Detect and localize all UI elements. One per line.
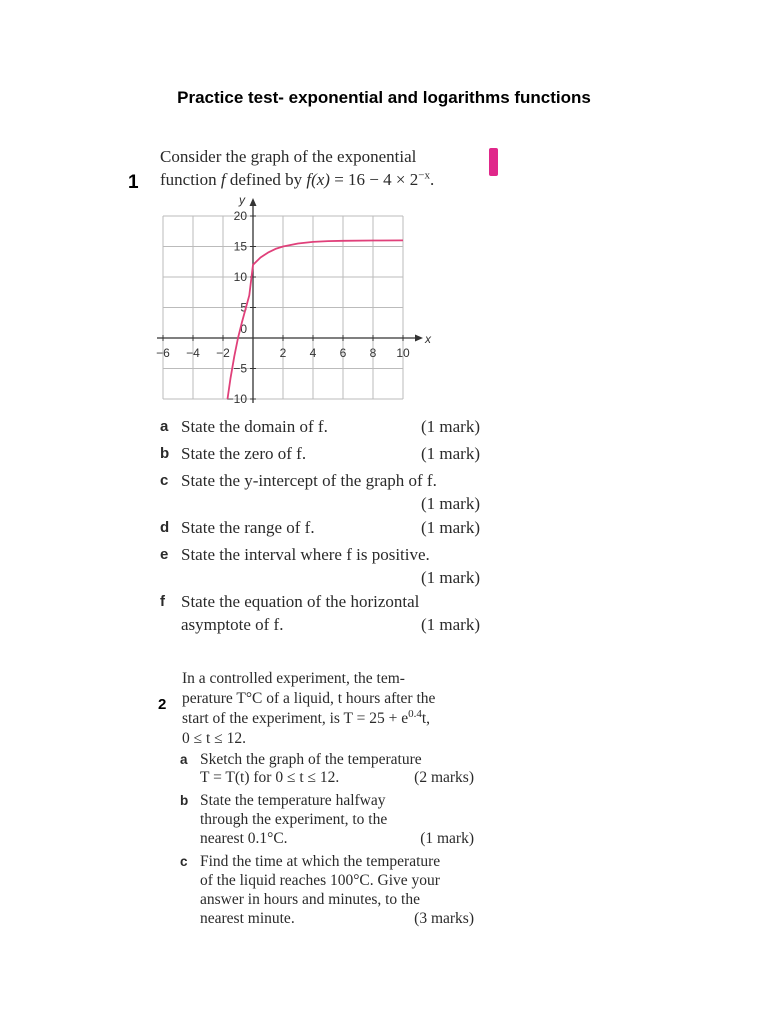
- part-text: State the range of f.: [181, 518, 315, 537]
- part-label: b: [160, 445, 170, 462]
- part-marks: (1 mark): [420, 494, 480, 513]
- intro-line-4: 0 ≤ t ≤ 12.: [182, 730, 246, 747]
- question-1-part-e: [160, 543, 480, 591]
- x-tick-label: −6: [156, 346, 170, 360]
- part-label: c: [160, 472, 169, 489]
- question-1-intro: [160, 145, 434, 191]
- x-tick-label: 4: [309, 346, 317, 360]
- y-tick-label: 0: [240, 322, 247, 336]
- x-tick-label: −2: [216, 346, 230, 360]
- intro-line-3: start of the experiment, is $T = 25 + e^{0.4}t$,: [182, 707, 431, 727]
- x-tick-label: 10: [396, 346, 410, 360]
- part-text-line-1: State the equation of the horizontal: [181, 592, 420, 611]
- part-line: nearest 0.1°C.: [200, 830, 288, 847]
- part-marks: (2 marks): [414, 769, 474, 786]
- part-line: of the liquid reaches 100°C. Give your: [200, 872, 440, 889]
- intro-line-2: function f defined by $f(x) = 16 - 4 \times 2^{-x}$.: [160, 169, 435, 189]
- y-tick-label: 15: [233, 239, 247, 254]
- part-line: nearest minute.: [200, 910, 295, 927]
- function-curve: [228, 240, 404, 399]
- part-line: Sketch the graph of the temperature: [200, 751, 422, 768]
- part-marks: (1 mark): [420, 568, 480, 587]
- accent-bar: [489, 148, 498, 176]
- part-label: c: [180, 854, 188, 869]
- part-text: State the zero of f.: [181, 444, 307, 463]
- intro-line-1: In a controlled experiment, the tem-: [182, 670, 405, 687]
- part-label: d: [160, 519, 170, 536]
- part-label: f: [160, 593, 165, 610]
- question-1-part-a: [160, 415, 480, 439]
- question-2-part-c: [180, 851, 474, 931]
- intro-line-1: Consider the graph of the exponential: [160, 147, 417, 166]
- x-tick-label: 6: [339, 346, 347, 360]
- y-axis-label: y: [239, 193, 245, 207]
- part-line: T = T(t) for 0 ≤ t ≤ 12.: [200, 769, 340, 786]
- part-label: b: [180, 793, 189, 808]
- y-tick-label: −10: [226, 392, 247, 406]
- y-axis-arrow: [250, 198, 257, 206]
- question-2-number: 2: [158, 696, 167, 713]
- part-marks: (1 mark): [420, 444, 480, 463]
- y-tick-label: 5: [240, 300, 247, 315]
- question-1-part-f: [160, 590, 480, 638]
- x-tick-label: 8: [369, 346, 377, 360]
- part-label: a: [180, 752, 188, 767]
- x-tick-label: 2: [279, 346, 287, 360]
- part-marks: (3 marks): [414, 910, 474, 927]
- x-axis-label: x: [425, 332, 431, 346]
- part-text: State the y-intercept of the graph of f.: [181, 471, 437, 490]
- exponential-graph: [140, 188, 440, 410]
- question-1-part-d: [160, 516, 480, 540]
- part-text: State the domain of f.: [181, 417, 328, 436]
- page-title: Practice test- exponential and logarithms functions: [177, 88, 591, 107]
- part-line: through the experiment, to the: [200, 811, 388, 828]
- intro-line-2: perature T°C of a liquid, t hours after the: [182, 690, 436, 707]
- part-marks: (1 mark): [420, 830, 474, 847]
- x-tick-label: −4: [186, 346, 200, 360]
- part-label: e: [160, 546, 169, 563]
- question-1-part-c: [160, 469, 480, 517]
- part-marks: (1 mark): [420, 417, 480, 436]
- question-2-part-a: [180, 749, 474, 791]
- part-marks: (1 mark): [420, 518, 480, 537]
- question-1-part-b: [160, 442, 480, 466]
- x-axis-arrow: [415, 335, 423, 342]
- part-line: State the temperature halfway: [200, 792, 386, 809]
- part-line: Find the time at which the temperature: [200, 853, 441, 870]
- y-tick-label: 10: [233, 270, 247, 284]
- question-1-number: 1: [128, 172, 139, 193]
- y-tick-label: −5: [233, 361, 247, 376]
- y-tick-label: 20: [233, 209, 247, 223]
- part-text: State the interval where f is positive.: [181, 545, 430, 564]
- part-marks: (1 mark): [420, 615, 480, 634]
- question-2-part-b: [180, 790, 474, 850]
- part-line: answer in hours and minutes, to the: [200, 891, 420, 908]
- question-2-intro: [182, 669, 435, 749]
- part-text-line-2: asymptote of f.: [181, 615, 284, 634]
- part-label: a: [160, 418, 169, 435]
